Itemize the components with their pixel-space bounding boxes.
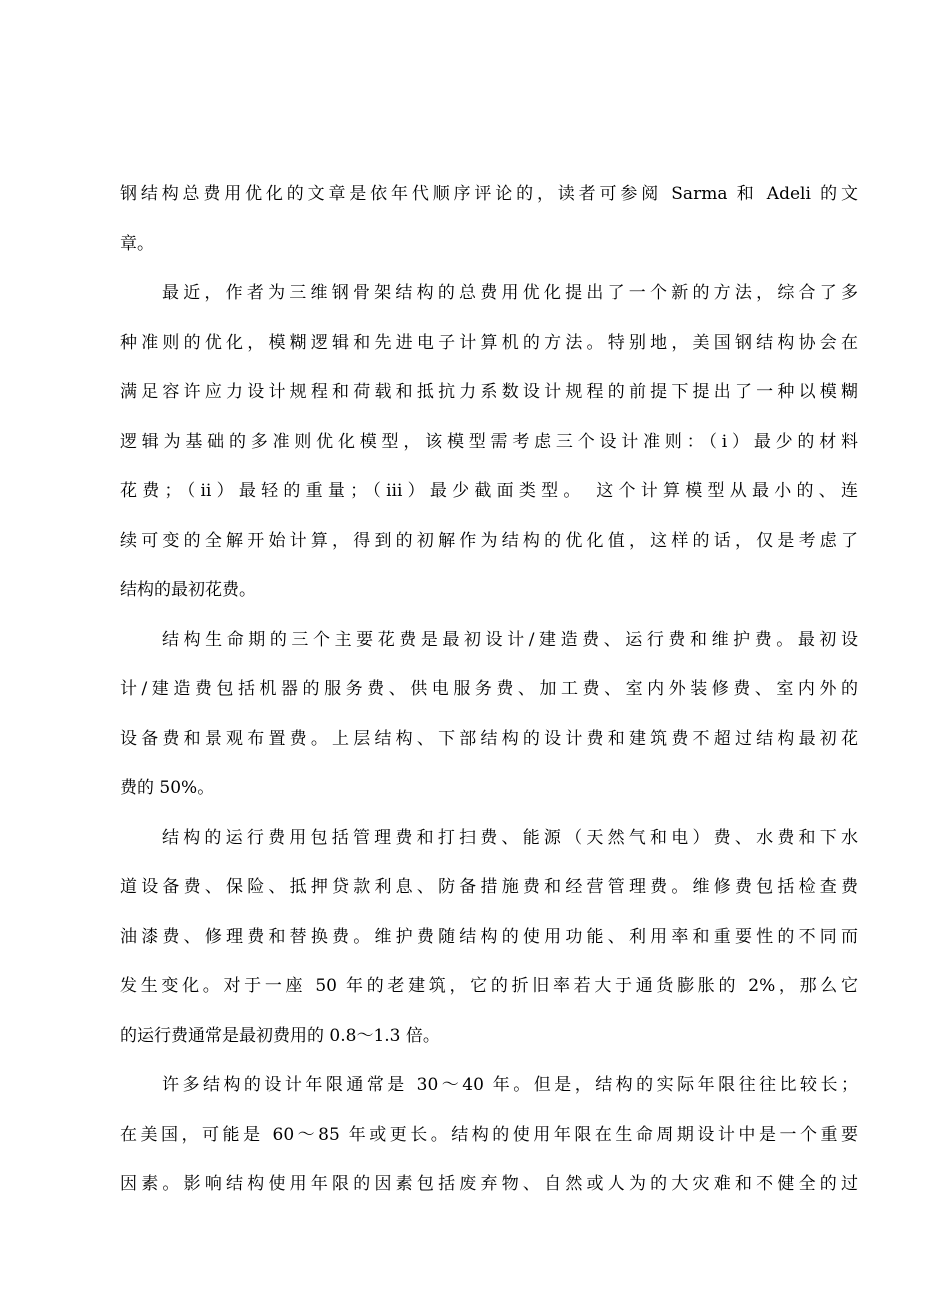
text-line: 花费；（ⅱ）最轻的重量；（ⅲ）最少截面类型。 这个计算模型从最小的、连 bbox=[120, 481, 858, 501]
text-line: 续可变的全解开始计算，得到的初解作为结构的优化值，这样的话，仅是考虑了 bbox=[120, 530, 858, 551]
text-line: 种准则的优化，模糊逻辑和先进电子计算机的方法。特别地，美国钢结构协会在 bbox=[120, 332, 858, 353]
paragraph bbox=[120, 269, 858, 616]
text-line: 结构生命期的三个主要花费是最初设计/建造费、运行费和维护费。最初设 bbox=[162, 629, 858, 650]
text-line: 最近，作者为三维钢骨架结构的总费用优化提出了一个新的方法，综合了多 bbox=[162, 283, 858, 303]
text-line: 费的 50%。 bbox=[120, 778, 215, 798]
text-line: 钢结构总费用优化的文章是依年代顺序评论的，读者可参阅 Sarma 和 Adeli 的文 bbox=[120, 184, 858, 204]
text-line: 的运行费通常是最初费用的 0.8～1.3 倍。 bbox=[120, 1025, 440, 1046]
text-line: 因素。影响结构使用年限的因素包括废弃物、自然或人为的大灾难和不健全的过 bbox=[120, 1174, 858, 1194]
paragraph bbox=[120, 814, 858, 1062]
text-line: 许多结构的设计年限通常是 30～40 年。但是，结构的实际年限往往比较长； bbox=[162, 1075, 858, 1095]
text-line: 满足容许应力设计规程和荷载和抵抗力系数设计规程的前提下提出了一种以模糊 bbox=[120, 382, 858, 402]
text-line: 油漆费、修理费和替换费。维护费随结构的使用功能、利用率和重要性的不同而 bbox=[120, 926, 858, 947]
text-line: 在美国，可能是 60～85 年或更长。结构的使用年限在生命周期设计中是一个重要 bbox=[120, 1124, 858, 1145]
paragraph bbox=[120, 170, 858, 269]
text-line: 结构的最初花费。 bbox=[120, 580, 256, 600]
text-line: 章。 bbox=[120, 233, 154, 254]
paragraph bbox=[120, 1061, 858, 1210]
text-line: 计/建造费包括机器的服务费、供电服务费、加工费、室内外装修费、室内外的 bbox=[120, 679, 858, 699]
text-line: 结构的运行费用包括管理费和打扫费、能源（天然气和电）费、水费和下水 bbox=[162, 827, 858, 848]
text-line: 道设备费、保险、抵押贷款利息、防备措施费和经营管理费。维修费包括检查费 bbox=[120, 877, 858, 897]
body-text bbox=[120, 170, 858, 1210]
text-line: 发生变化。对于一座 50 年的老建筑，它的折旧率若大于通货膨胀的 2%，那么它 bbox=[120, 976, 858, 996]
text-line: 设备费和景观布置费。上层结构、下部结构的设计费和建筑费不超过结构最初花 bbox=[120, 728, 858, 749]
text-line: 逻辑为基础的多准则优化模型，该模型需考虑三个设计准则：（ⅰ）最少的材料 bbox=[120, 431, 858, 452]
paragraph bbox=[120, 616, 858, 814]
